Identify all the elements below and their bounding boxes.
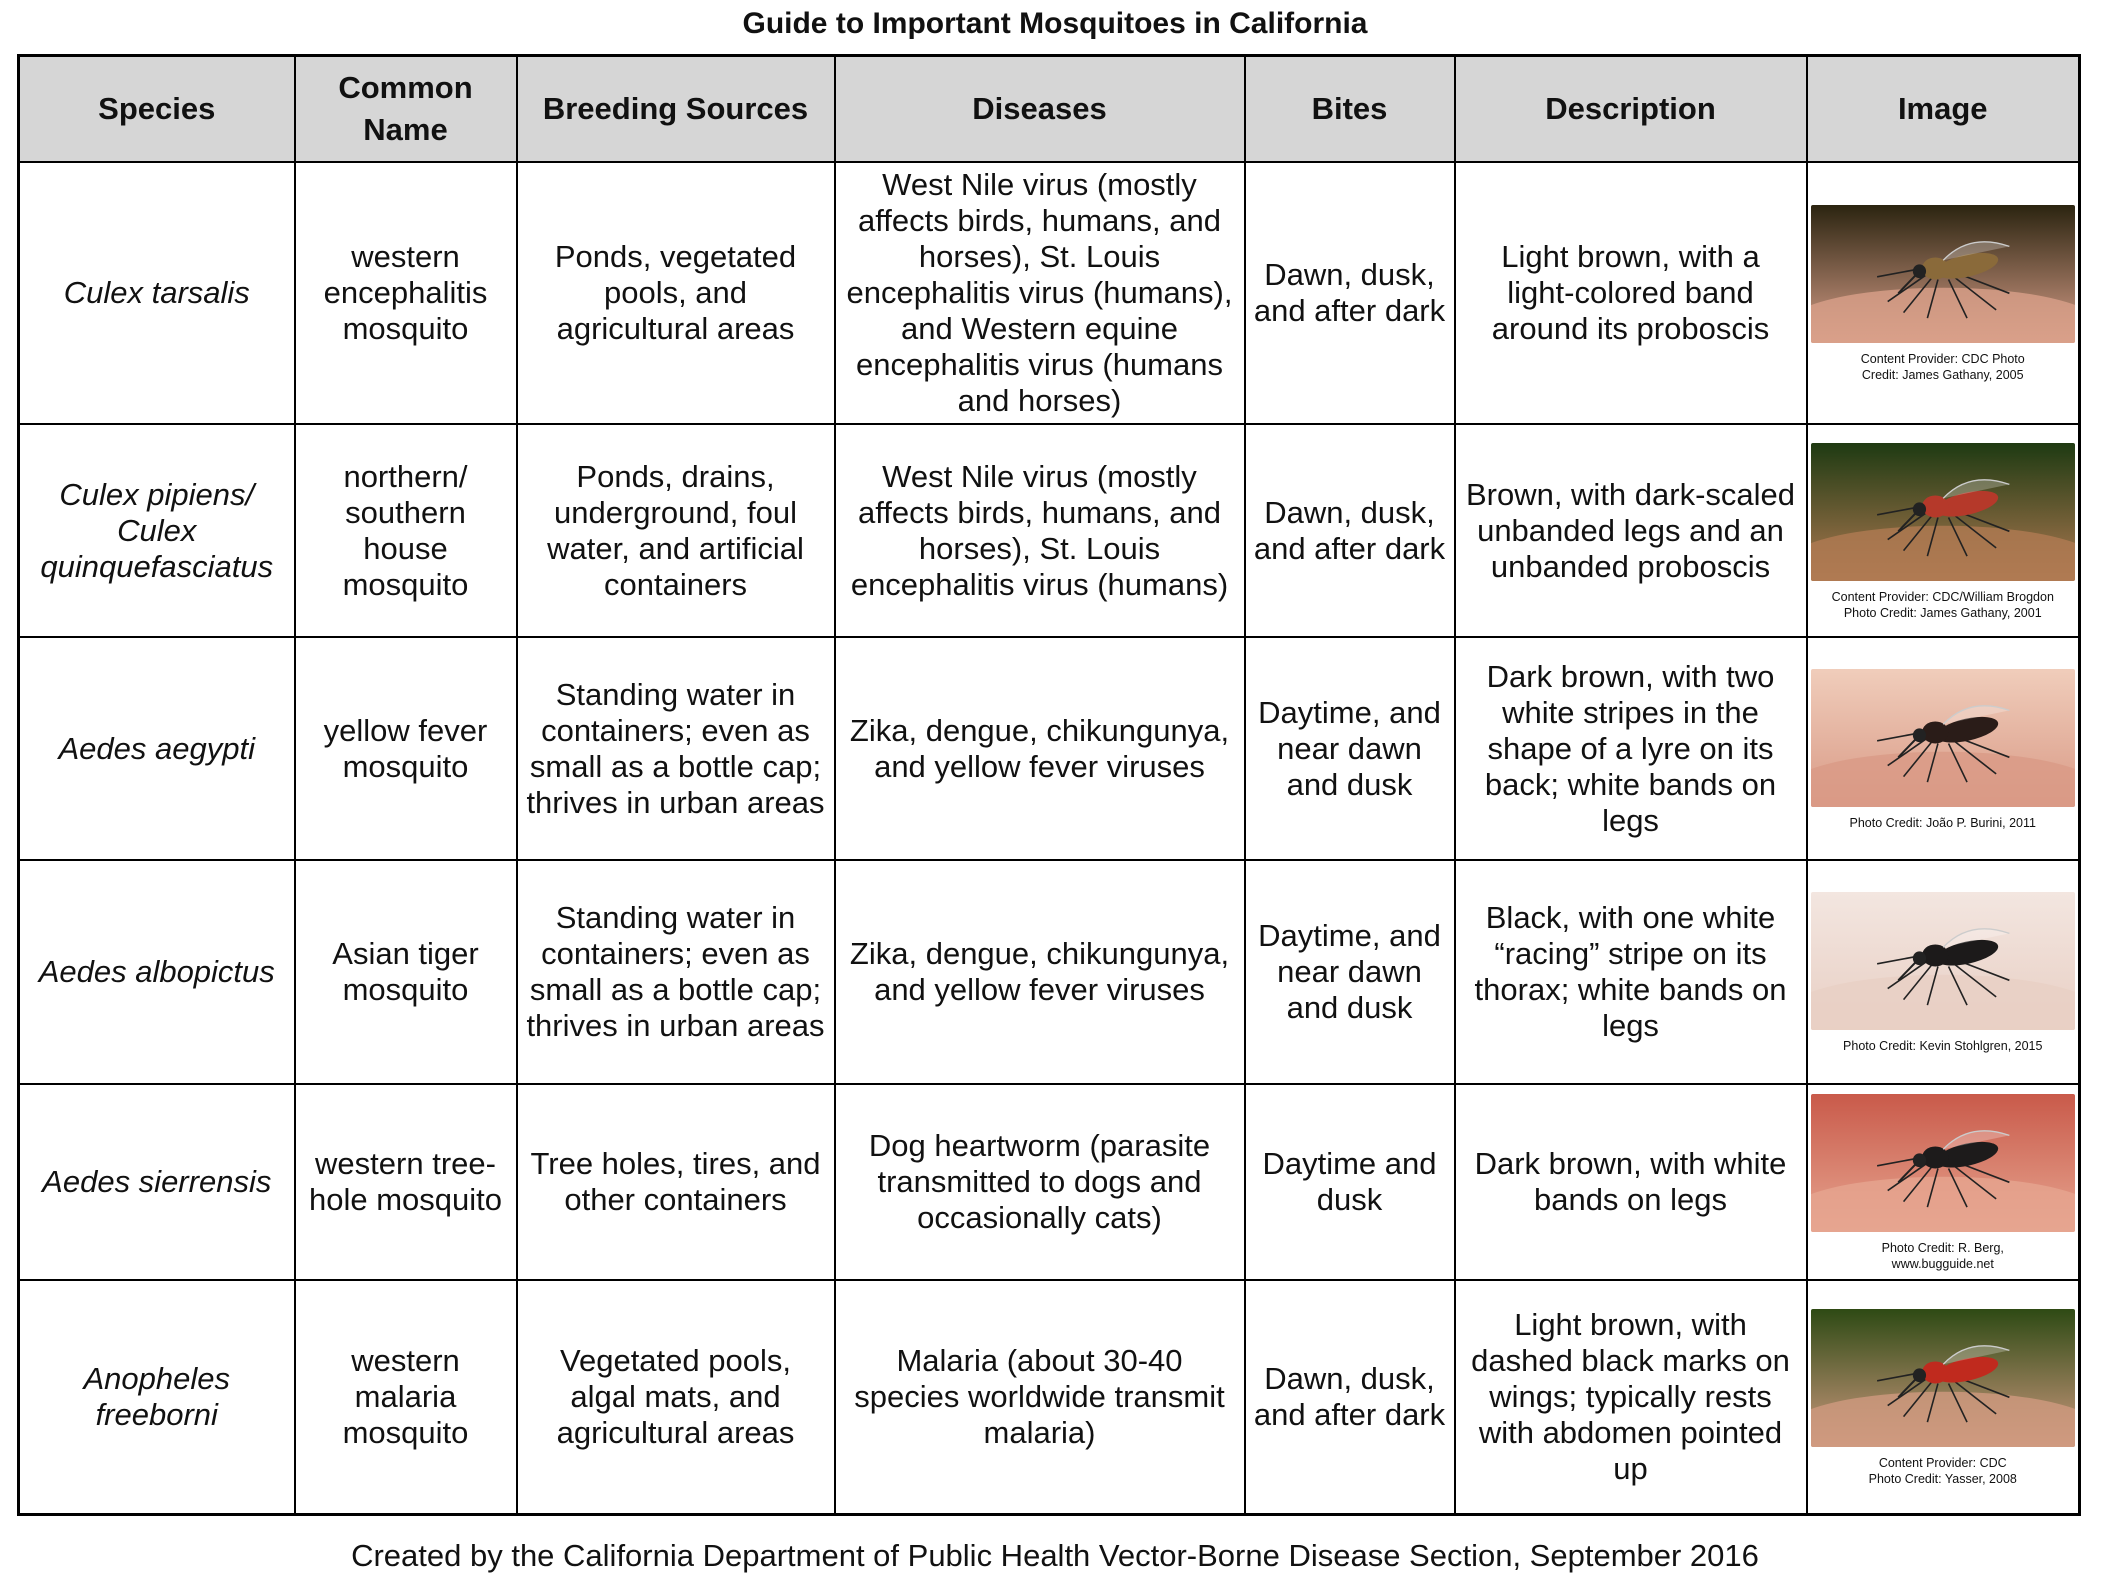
photo-credit: Photo Credit: João P. Burini, 2011 xyxy=(1849,815,2036,830)
common-name-cell: northern/ southern house mosquito xyxy=(295,424,517,637)
breeding-cell: Tree holes, tires, and other containers xyxy=(517,1084,835,1280)
photo-credit: Content Provider: CDC/William Brogdon Photo Credit: James Gathany, 2001 xyxy=(1831,589,2054,620)
header-breeding-sources: Breeding Sources xyxy=(517,56,835,163)
diseases-cell: Zika, dengue, chikungunya, and yellow fever viruses xyxy=(835,637,1245,860)
bites-cell: Daytime, and near dawn and dusk xyxy=(1245,637,1455,860)
breeding-cell: Vegetated pools, algal mats, and agricultural areas xyxy=(517,1280,835,1514)
description-cell: Light brown, with dashed black marks on wings; typically rests with abdomen pointed up xyxy=(1455,1280,1807,1514)
table-header-row xyxy=(19,56,2080,163)
footer-credit: Created by the California Department of Public Health Vector-Borne Disease Section, September 2016 xyxy=(351,1538,1759,1573)
common-name-cell: Asian tiger mosquito xyxy=(295,860,517,1084)
table-row xyxy=(19,1084,2080,1280)
diseases-cell: Zika, dengue, chikungunya, and yellow fever viruses xyxy=(835,860,1245,1084)
species-cell: Culex tarsalis xyxy=(19,162,295,424)
common-name-cell: western malaria mosquito xyxy=(295,1280,517,1514)
header-bites: Bites xyxy=(1245,56,1455,163)
species-cell: Anopheles freeborni xyxy=(19,1280,295,1514)
bites-cell: Dawn, dusk, and after dark xyxy=(1245,424,1455,637)
image-cell xyxy=(1807,637,2080,860)
image-cell xyxy=(1807,1084,2080,1280)
photo-credit: Content Provider: CDC Photo Credit: Yasser, 2008 xyxy=(1868,1455,2017,1486)
species-cell: Aedes aegypti xyxy=(19,637,295,860)
table-row xyxy=(19,424,2080,637)
table-row xyxy=(19,1280,2080,1514)
table-row xyxy=(19,860,2080,1084)
common-name-cell: western tree- hole mosquito xyxy=(295,1084,517,1280)
image-cell xyxy=(1807,162,2080,424)
common-name-cell: yellow fever mosquito xyxy=(295,637,517,860)
breeding-cell: Ponds, vegetated pools, and agricultural areas xyxy=(517,162,835,424)
mosquito-photo-icon xyxy=(1811,669,2076,807)
species-cell: Aedes sierrensis xyxy=(19,1084,295,1280)
description-cell: Brown, with dark-scaled unbanded legs and an unbanded proboscis xyxy=(1455,424,1807,637)
description-cell: Dark brown, with two white stripes in the shape of a lyre on its back; white bands on legs xyxy=(1455,637,1807,860)
bites-cell: Dawn, dusk, and after dark xyxy=(1245,1280,1455,1514)
image-cell xyxy=(1807,860,2080,1084)
common-name-cell: western encephalitis mosquito xyxy=(295,162,517,424)
diseases-cell: Dog heartworm (parasite transmitted to dogs and occasionally cats) xyxy=(835,1084,1245,1280)
diseases-cell: West Nile virus (mostly affects birds, humans, and horses), St. Louis encephalitis virus (humans), and Western equine encephalitis virus (humans and horses) xyxy=(835,162,1245,424)
description-cell: Dark brown, with white bands on legs xyxy=(1455,1084,1807,1280)
mosquito-photo-icon xyxy=(1811,443,2076,581)
description-cell: Light brown, with a light-colored band around its proboscis xyxy=(1455,162,1807,424)
diseases-cell: West Nile virus (mostly affects birds, humans, and horses), St. Louis encephalitis virus (humans) xyxy=(835,424,1245,637)
breeding-cell: Standing water in containers; even as small as a bottle cap; thrives in urban areas xyxy=(517,637,835,860)
table-row xyxy=(19,162,2080,424)
page-title: Guide to Important Mosquitoes in California xyxy=(742,7,1368,40)
mosquito-guide-table xyxy=(17,54,2081,1516)
image-cell xyxy=(1807,424,2080,637)
bites-cell: Daytime and dusk xyxy=(1245,1084,1455,1280)
image-cell xyxy=(1807,1280,2080,1514)
mosquito-photo-icon xyxy=(1811,205,2076,343)
mosquito-photo-icon xyxy=(1811,1309,2076,1447)
header-description: Description xyxy=(1455,56,1807,163)
mosquito-photo-icon xyxy=(1811,1094,2076,1232)
header-diseases: Diseases xyxy=(835,56,1245,163)
bites-cell: Dawn, dusk, and after dark xyxy=(1245,162,1455,424)
diseases-cell: Malaria (about 30-40 species worldwide transmit malaria) xyxy=(835,1280,1245,1514)
species-cell: Aedes albopictus xyxy=(19,860,295,1084)
bites-cell: Daytime, and near dawn and dusk xyxy=(1245,860,1455,1084)
species-cell: Culex pipiens/ Culex quinquefasciatus xyxy=(19,424,295,637)
header-image: Image xyxy=(1807,56,2080,163)
breeding-cell: Standing water in containers; even as small as a bottle cap; thrives in urban areas xyxy=(517,860,835,1084)
photo-credit: Photo Credit: Kevin Stohlgren, 2015 xyxy=(1843,1039,2043,1053)
description-cell: Black, with one white “racing” stripe on its thorax; white bands on legs xyxy=(1455,860,1807,1084)
photo-credit: Content Provider: CDC Photo Credit: James Gathany, 2005 xyxy=(1860,352,2025,382)
header-species: Species xyxy=(19,56,295,163)
breeding-cell: Ponds, drains, underground, foul water, and artificial containers xyxy=(517,424,835,637)
mosquito-photo-icon xyxy=(1811,892,2076,1030)
header-common-name: Common Name xyxy=(295,56,517,163)
photo-credit: Photo Credit: R. Berg, www.bugguide.net xyxy=(1881,1241,2004,1271)
table-row xyxy=(19,637,2080,860)
